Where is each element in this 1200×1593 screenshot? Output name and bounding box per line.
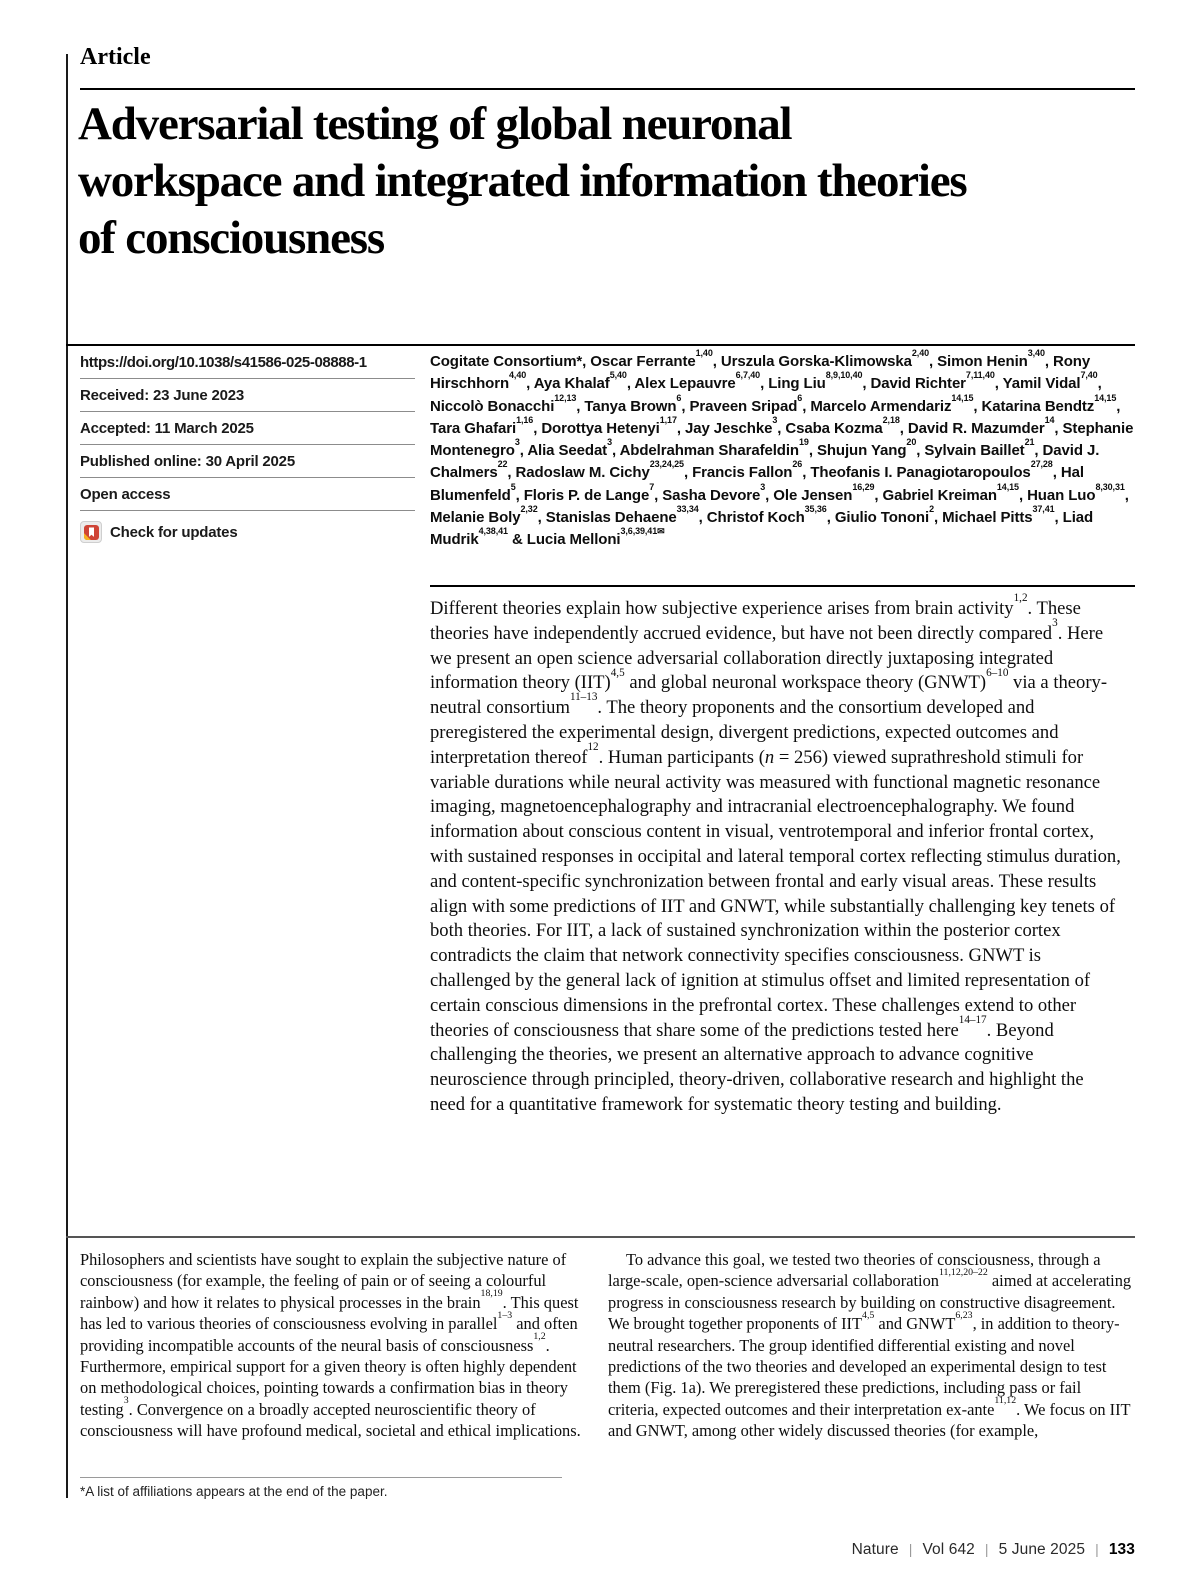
published-date: Published online: 30 April 2025	[80, 445, 415, 478]
footer-separator: |	[908, 1541, 913, 1557]
author-list: Cogitate Consortium*, Oscar Ferrante$^{1,40}$, Urszula Gorska-Klimowska$^{2,40}$, Simon Henin$^{3,40}$, Rony Hirschhorn$^{4,40}$, Aya Khalaf$^{5,40}$, Alex Lepauvre$^{6,7,40}$, Ling Liu$^{8,9,10,40}$, David Richter$^{7,11,40}$, Yamil Vidal$^{7,40}$, Niccolò Bonacchi$^{12,13}$, Tanya Brown$^6$, Praveen Sripad$^6$, Marcelo Armendariz$^{14,15}$, Katarina Bendtz$^{14,15}$, Tara Ghafari$^{1,16}$, Dorottya Hetenyi$^{1,17}$, Jay Jeschke$^3$, Csaba Kozma$^{2,18}$, David R. Mazumder$^{14}$, Stephanie Montenegro$^3$, Alia Seedat$^3$, Abdelrahman Sharafeldin$^{19}$, Shujun Yang$^{20}$, Sylvain Baillet$^{21}$, David J. Chalmers$^{22}$, Radoslaw M. Cichy$^{23,24,25}$, Francis Fallon$^{26}$, Theofanis I. Panagiotaropoulos$^{27,28}$, Hal Blumenfeld$^5$, Floris P. de Lange$^7$, Sasha Devore$^3$, Ole Jensen$^{16,29}$, Gabriel Kreiman$^{14,15}$, Huan Luo$^{8,30,31}$, Melanie Boly$^{2,32}$, Stanislas Dehaene$^{33,34}$, Christof Koch$^{35,36}$, Giulio Tononi$^2$, Michael Pitts$^{37,41}$, Liad Mudrik$^{4,38,41}$ & Lucia Melloni$^{3,6,39,41✉}$	[430, 347, 1134, 549]
intro-paragraph-2: To advance this goal, we tested two theories of consciousness, through a large-scale, open-science adversarial collaboration$^{11,12,20-22}$ aimed at accelerating progress in consciousness research by building on constructive disagreement. We brought together proponents of IIT$^{4,5}$ and GNWT$^{6,23}$, in addition to theory-neutral researchers. The group identified differential existing and novel predictions of the two theories and developed an experimental design to test them (Fig. 1a). We preregistered these predictions, including pass or fail criteria, expected outcomes and their interpretation ex-ante$^{11,12}$. We focus on IIT and GNWT, among other widely discussed theories (for example,	[608, 1250, 1132, 1441]
crossmark-icon	[80, 521, 102, 543]
page-footer	[852, 1541, 1135, 1559]
kicker-rule	[80, 88, 1135, 90]
volume-label: Vol 642	[922, 1541, 975, 1558]
affiliations-footnote: *A list of affiliations appears at the end of the paper.	[80, 1484, 388, 1499]
accepted-date: Accepted: 11 March 2025	[80, 412, 415, 445]
open-access-label: Open access	[80, 478, 415, 511]
footer-separator: |	[984, 1541, 989, 1557]
footnote-divider	[80, 1477, 562, 1478]
doi-link[interactable]: https://doi.org/10.1038/s41586-025-08888-1	[80, 346, 415, 379]
check-for-updates-label: Check for updates	[110, 523, 238, 541]
left-margin-rule	[66, 54, 68, 1498]
body-column-right	[608, 1249, 1135, 1442]
article-kicker: Article	[80, 44, 151, 70]
body-column-left	[80, 1249, 585, 1442]
article-metadata	[80, 346, 415, 550]
footer-separator: |	[1095, 1541, 1099, 1557]
intro-paragraph-1: Philosophers and scientists have sought to explain the subjective nature of consciousness (for example, the feeling of pain or of seeing a colourful rainbow) and how it relates to physical processes in the brain$^{18,19}$. This quest has led to various theories of consciousness evolving in parallel$^{1-3}$ and often providing incompatible accounts of the neural basis of consciousness$^{1,2}$. Furthermore, empirical support for a given theory is often highly dependent on methodological choices, pointing towards a confirmation bias in theory testing$^3$. Convergence on a broadly accepted neuroscientific theory of consciousness will have profound medical, societal and ethical implications.	[80, 1250, 581, 1441]
issue-date: 5 June 2025	[998, 1541, 1086, 1558]
abstract-text: Different theories explain how subjective experience arises from brain activity$^{1,2}$. These theories have independently accrued evidence, but have not been directly compared$^3$. Here we present an open science adversarial collaboration directly juxtaposing integrated information theory (IIT)$^{4,5}$ and global neuronal workspace theory (GNWT)$^{6-10}$ via a theory-neutral consortium$^{11-13}$. The theory proponents and the consortium developed and preregistered the experimental design, divergent predictions, expected outcomes and interpretation thereof$^{12}$. Human participants (n = 256) viewed suprathreshold stimuli for variable durations while neural activity was measured with functional magnetic resonance imaging, magnetoencephalography and intracranial electroencephalography. We found information about conscious content in visual, ventrotemporal and inferior frontal cortex, with sustained responses in occipital and lateral temporal cortex reflecting stimulus duration, and content-specific synchronization between frontal and early visual areas. These results align with some predictions of IIT and GNWT, while substantially challenging key tenets of both theories. For IIT, a lack of sustained synchronization within the posterior cortex contradicts the claim that network connectivity specifies consciousness. GNWT is challenged by the general lack of ignition at stimulus offset and limited representation of certain conscious dimensions in the prefrontal cortex. These challenges extend to other theories of consciousness that share some of the predictions tested here$^{14-17}$. Beyond challenging the theories, we present an alternative approach to advance cognitive neuroscience through principled, theory-driven, collaborative research and highlight the need for a quantitative framework for systematic theory testing and building.	[430, 592, 1121, 1115]
page-number: 133	[1108, 1541, 1135, 1558]
journal-name: Nature	[851, 1541, 899, 1558]
check-for-updates-badge[interactable]	[80, 511, 415, 550]
abstract-divider	[430, 585, 1135, 587]
body-divider	[66, 1236, 1135, 1238]
body-columns	[80, 1249, 1135, 1442]
page-title: Adversarial testing of global neuronal workspace and integrated information theories of consciousness	[78, 98, 967, 264]
received-date: Received: 23 June 2023	[80, 379, 415, 412]
